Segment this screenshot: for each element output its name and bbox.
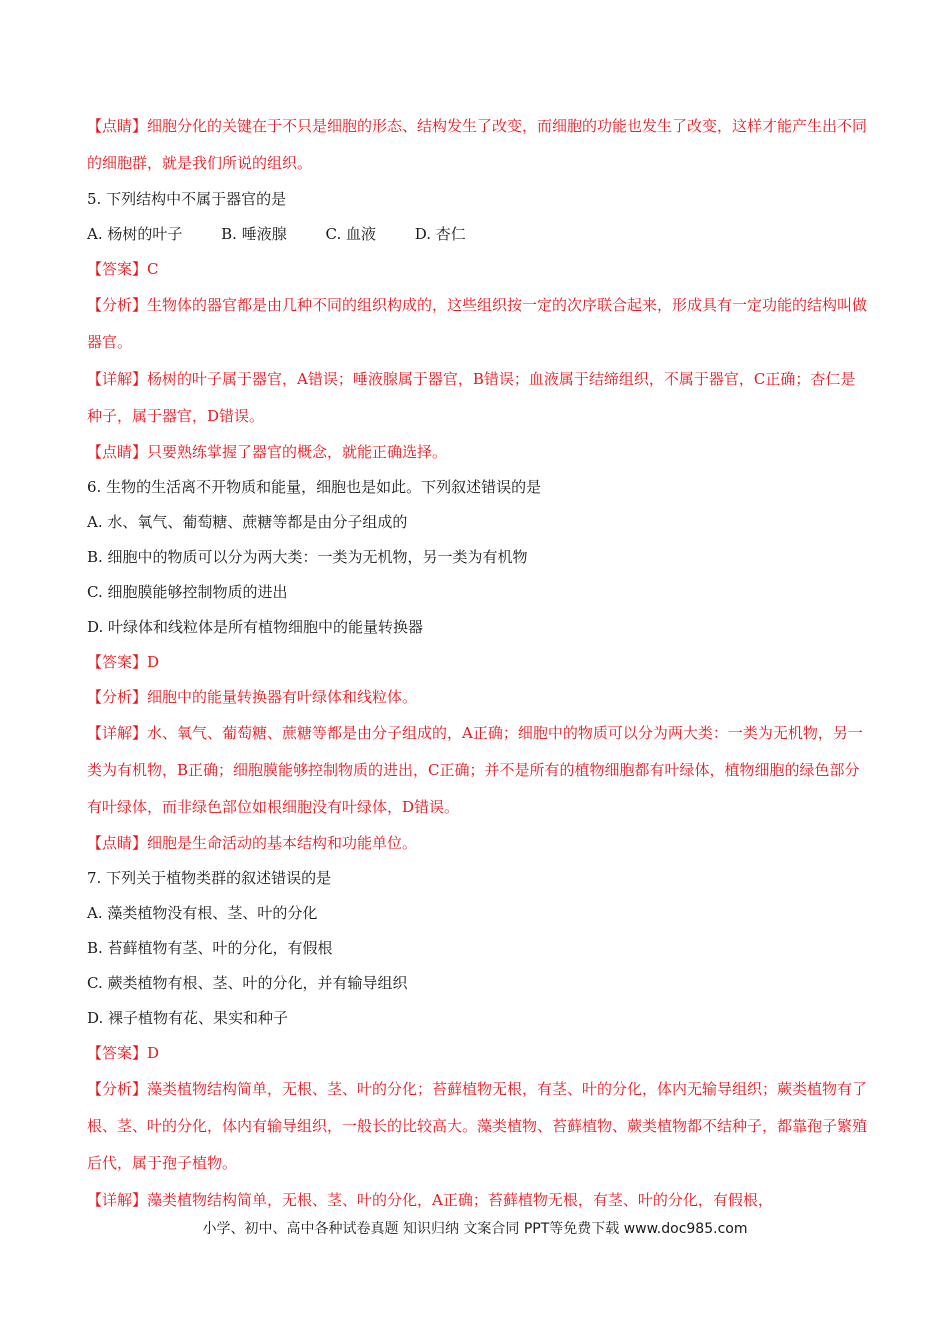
q7-analysis: 【分析】藻类植物结构简单，无根、茎、叶的分化；苔藓植物无根，有茎、叶的分化，体内无输导组织；蕨类植物有了根、茎、叶的分化，体内有输导组织，一般长的比较高大。藻类植物、苔藓植物、蕨类植物都不结种子，都靠孢子繁殖后代，属于孢子植物。 [87,1080,868,1172]
q5-options [87,217,867,252]
q5-option-b: B. 唾液腺 [221,225,287,243]
q5-option-c: C. 血液 [325,225,376,243]
q5-analysis: 【分析】生物体的器官都是由几种不同的组织构成的，这些组织按一定的次序联合起来，形成具有一定功能的结构叫做器官。 [87,296,868,351]
q6-answer: 【答案】D [87,653,160,671]
q6-option-a: A. 水、氧气、葡萄糖、蔗糖等都是由分子组成的 [87,513,408,531]
q5-detail: 【详解】杨树的叶子属于器官，A错误；唾液腺属于器官，B错误；血液属于结缔组织，不属于器官，C正确；杏仁是种子，属于器官，D错误。 [87,370,856,425]
q6-option-c: C. 细胞膜能够控制物质的进出 [87,583,288,601]
q7-option-c: C. 蕨类植物有根、茎、叶的分化，并有输导组织 [87,974,408,992]
q6-option-b: B. 细胞中的物质可以分为两大类：一类为无机物，另一类为有机物 [87,548,528,566]
q7-option-a: A. 藻类植物没有根、茎、叶的分化 [87,904,318,922]
q5-stem: 5. 下列结构中不属于器官的是 [87,190,287,208]
document-page [87,108,867,1219]
q5-answer: 【答案】C [87,260,159,278]
q5-option-a: A. 杨树的叶子 [87,225,183,243]
q6-analysis: 【分析】细胞中的能量转换器有叶绿体和线粒体。 [87,688,418,706]
q7-option-b: B. 苔藓植物有茎、叶的分化，有假根 [87,939,333,957]
q7-option-d: D. 裸子植物有花、果实和种子 [87,1009,289,1027]
q6-tip: 【点睛】细胞是生命活动的基本结构和功能单位。 [87,834,418,852]
q5-option-d: D. 杏仁 [414,225,466,243]
q6-option-d: D. 叶绿体和线粒体是所有植物细胞中的能量转换器 [87,618,424,636]
q7-answer: 【答案】D [87,1044,160,1062]
q7-detail: 【详解】藻类植物结构简单，无根、茎、叶的分化，A正确；苔藓植物无根，有茎、叶的分化，有假根， [87,1191,773,1209]
q6-detail: 【详解】水、氧气、葡萄糖、蔗糖等都是由分子组成的，A正确；细胞中的物质可以分为两大类：一类为无机物，另一类为有机物，B正确；细胞膜能够控制物质的进出，C正确；并不是所有的植物细胞都有叶绿体，植物细胞的绿色部分有叶绿体，而非绿色部位如根细胞没有叶绿体，D错误。 [87,724,863,816]
q4-tip: 【点睛】细胞分化的关键在于不只是细胞的形态、结构发生了改变，而细胞的功能也发生了改变，这样才能产生出不同的细胞群，就是我们所说的组织。 [87,117,868,172]
page-footer: 小学、初中、高中各种试卷真题 知识归纳 文案合同 PPT等免费下载 www.doc985.com [202,1221,748,1237]
q7-stem: 7. 下列关于植物类群的叙述错误的是 [87,869,332,887]
q5-tip: 【点睛】只要熟练掌握了器官的概念，就能正确选择。 [87,443,448,461]
q6-stem: 6. 生物的生活离不开物质和能量，细胞也是如此。下列叙述错误的是 [87,478,542,496]
